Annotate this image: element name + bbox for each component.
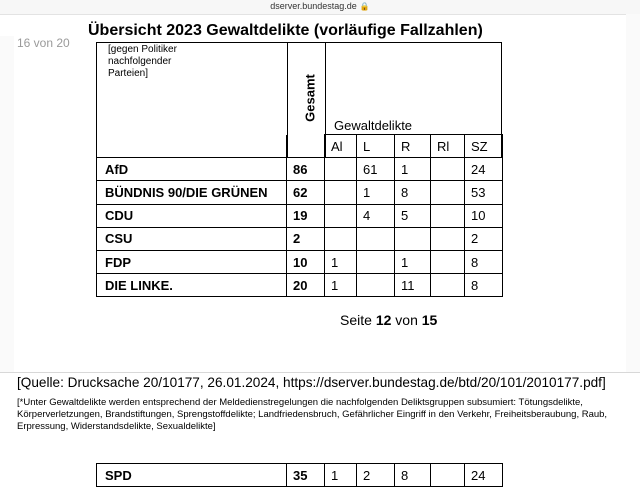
count-r: 11	[395, 274, 431, 297]
count-al	[325, 227, 357, 250]
party-name: CDU	[97, 204, 287, 227]
table-row	[97, 204, 503, 227]
offences-table	[96, 134, 503, 297]
count-l: 2	[357, 464, 395, 487]
page-divider	[0, 372, 640, 373]
count-r: 8	[395, 464, 431, 487]
footnote: [*Unter Gewaltdelikte werden entsprechend der Meldedienstregelungen die nachfolgenden Deliktsgruppen subsumiert: Tötungsdelikte, Körperverletzungen, Brandstiftungen, Sprengstoffdelikte; Landfriedensbruch, Gefährlicher Eingriff in den Verkehr, Freiheitsberaubung, Raub, Erpressung, Widerstandsdelikte, Sexualdelikte]	[17, 397, 608, 432]
count-sz: 8	[465, 274, 503, 297]
count-rl	[431, 181, 465, 204]
party-name: BÜNDNIS 90/DIE GRÜNEN	[97, 181, 287, 204]
party-name: AfD	[97, 158, 287, 181]
footer-prefix: Seite	[340, 312, 376, 328]
count-l	[357, 274, 395, 297]
count-rl	[431, 227, 465, 250]
document-title: Übersicht 2023 Gewaltdelikte (vorläufige Fallzahlen)	[88, 22, 483, 39]
total-count: 35	[287, 464, 325, 487]
table-row	[97, 250, 503, 273]
footer-current-page: 12	[375, 312, 392, 328]
count-rl	[431, 158, 465, 181]
source-citation: [Quelle: Drucksache 20/10177, 26.01.2024, https://dserver.bundestag.de/btd/20/101/2010177.pdf]	[17, 375, 606, 390]
count-sz: 24	[465, 158, 503, 181]
total-count: 10	[287, 250, 325, 273]
count-r: 1	[395, 158, 431, 181]
page-number-footer	[340, 312, 437, 328]
column-header-sz: SZ	[465, 135, 503, 158]
party-name: DIE LINKE.	[97, 274, 287, 297]
footer-total-pages: 15	[421, 312, 438, 328]
column-header-al: Al	[325, 135, 357, 158]
url-display[interactable]	[0, 1, 640, 11]
total-count: 20	[287, 274, 325, 297]
browser-address-bar[interactable]	[0, 0, 640, 15]
violence-group-header: Gewaltdelikte	[334, 118, 413, 133]
table-row	[97, 464, 503, 487]
page-margin-left	[0, 36, 14, 372]
page-counter: 16 von 20	[17, 36, 70, 50]
count-rl	[431, 464, 465, 487]
party-name: CSU	[97, 227, 287, 250]
count-r	[395, 227, 431, 250]
header-blank-cell	[287, 135, 325, 158]
header-blank-cell	[97, 135, 287, 158]
total-count: 62	[287, 181, 325, 204]
count-sz: 53	[465, 181, 503, 204]
count-rl	[431, 250, 465, 273]
table-row	[97, 158, 503, 181]
party-name: FDP	[97, 250, 287, 273]
count-al	[325, 158, 357, 181]
count-l: 4	[357, 204, 395, 227]
count-al: 1	[325, 250, 357, 273]
table-row	[97, 181, 503, 204]
lock-icon: 🔒	[359, 2, 370, 11]
count-al: 1	[325, 464, 357, 487]
count-l	[357, 250, 395, 273]
column-header-l: L	[357, 135, 395, 158]
total-count: 86	[287, 158, 325, 181]
total-column-header: Gesamt	[302, 74, 318, 122]
total-count: 19	[287, 204, 325, 227]
count-r: 5	[395, 204, 431, 227]
table-row	[97, 274, 503, 297]
spd-table	[96, 463, 503, 487]
count-al	[325, 181, 357, 204]
count-sz: 24	[465, 464, 503, 487]
total-count: 2	[287, 227, 325, 250]
footer-middle: von	[391, 312, 422, 328]
count-r: 1	[395, 250, 431, 273]
count-l: 61	[357, 158, 395, 181]
count-al	[325, 204, 357, 227]
page-margin-right	[626, 14, 640, 372]
count-sz: 2	[465, 227, 503, 250]
count-sz: 8	[465, 250, 503, 273]
header-note: [gegen Politiker nachfolgender Parteien]	[108, 44, 177, 79]
party-name: SPD	[97, 464, 287, 487]
column-header-rl: Rl	[431, 135, 465, 158]
count-l: 1	[357, 181, 395, 204]
count-al: 1	[325, 274, 357, 297]
count-rl	[431, 274, 465, 297]
url-text: dserver.bundestag.de	[270, 1, 357, 11]
count-l	[357, 227, 395, 250]
count-r: 8	[395, 181, 431, 204]
column-header-row	[97, 135, 503, 158]
column-header-r: R	[395, 135, 431, 158]
count-rl	[431, 204, 465, 227]
table-row	[97, 227, 503, 250]
count-sz: 10	[465, 204, 503, 227]
